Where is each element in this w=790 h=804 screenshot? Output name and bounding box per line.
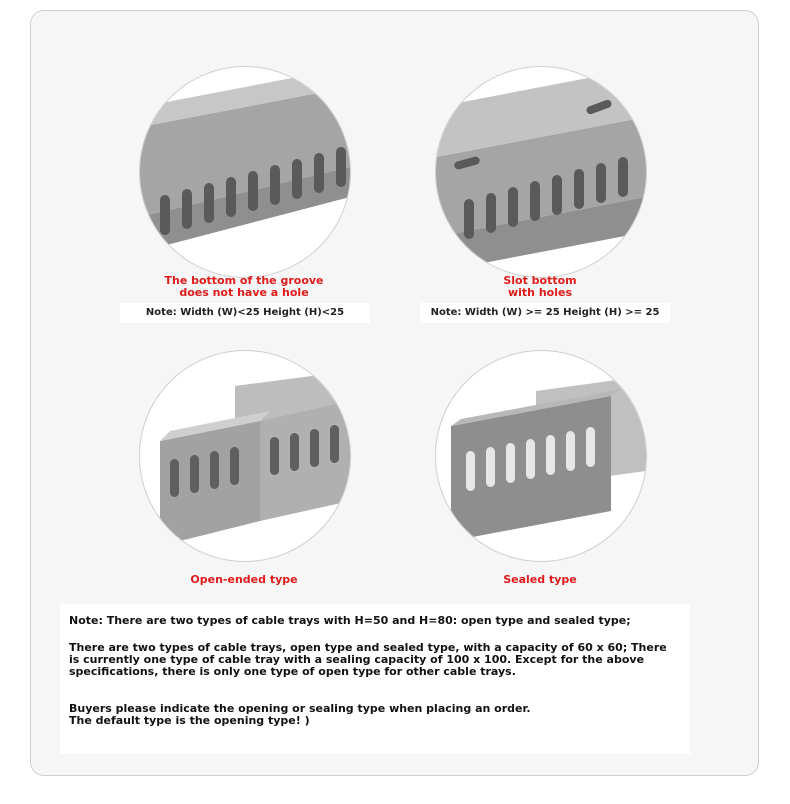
- note-order-line-1: Buyers please indicate the opening or sealing type when placing an order.: [69, 702, 531, 715]
- caption-open-ended: Open-ended type: [190, 573, 298, 586]
- caption-line-1: The bottom of the groove: [164, 274, 324, 287]
- tray-image-open-ended: [139, 350, 351, 562]
- caption-sealed: Sealed type: [503, 573, 577, 586]
- note-capacity-line-1: There are two types of cable trays, open type and sealed type, with a capacity of 60 x 60; There: [69, 641, 667, 654]
- caption-no-hole: [139, 275, 349, 299]
- note-small-size: Note: Width (W)<25 Height (H)<25: [120, 303, 370, 323]
- caption-with-holes: [435, 275, 645, 299]
- caption-line-2: with holes: [507, 286, 573, 299]
- tray-image-with-holes: [435, 66, 647, 278]
- note-order-line-2: The default type is the opening type! ): [69, 714, 310, 727]
- tray-image-sealed: [435, 350, 647, 562]
- caption-line-1: Slot bottom: [503, 274, 577, 287]
- note-large-size: Note: Width (W) >= 25 Height (H) >= 25: [420, 303, 670, 323]
- caption-line-2: does not have a hole: [179, 286, 309, 299]
- tray-image-no-hole: [139, 66, 351, 278]
- note-capacity-line-3: specifications, there is only one type of open type for other cable trays.: [69, 665, 516, 678]
- note-capacity-line-2: is currently one type of cable tray with a sealing capacity of 100 x 100. Except for the above: [69, 653, 645, 666]
- note-heights: Note: There are two types of cable trays with H=50 and H=80: open type and sealed type;: [69, 614, 631, 627]
